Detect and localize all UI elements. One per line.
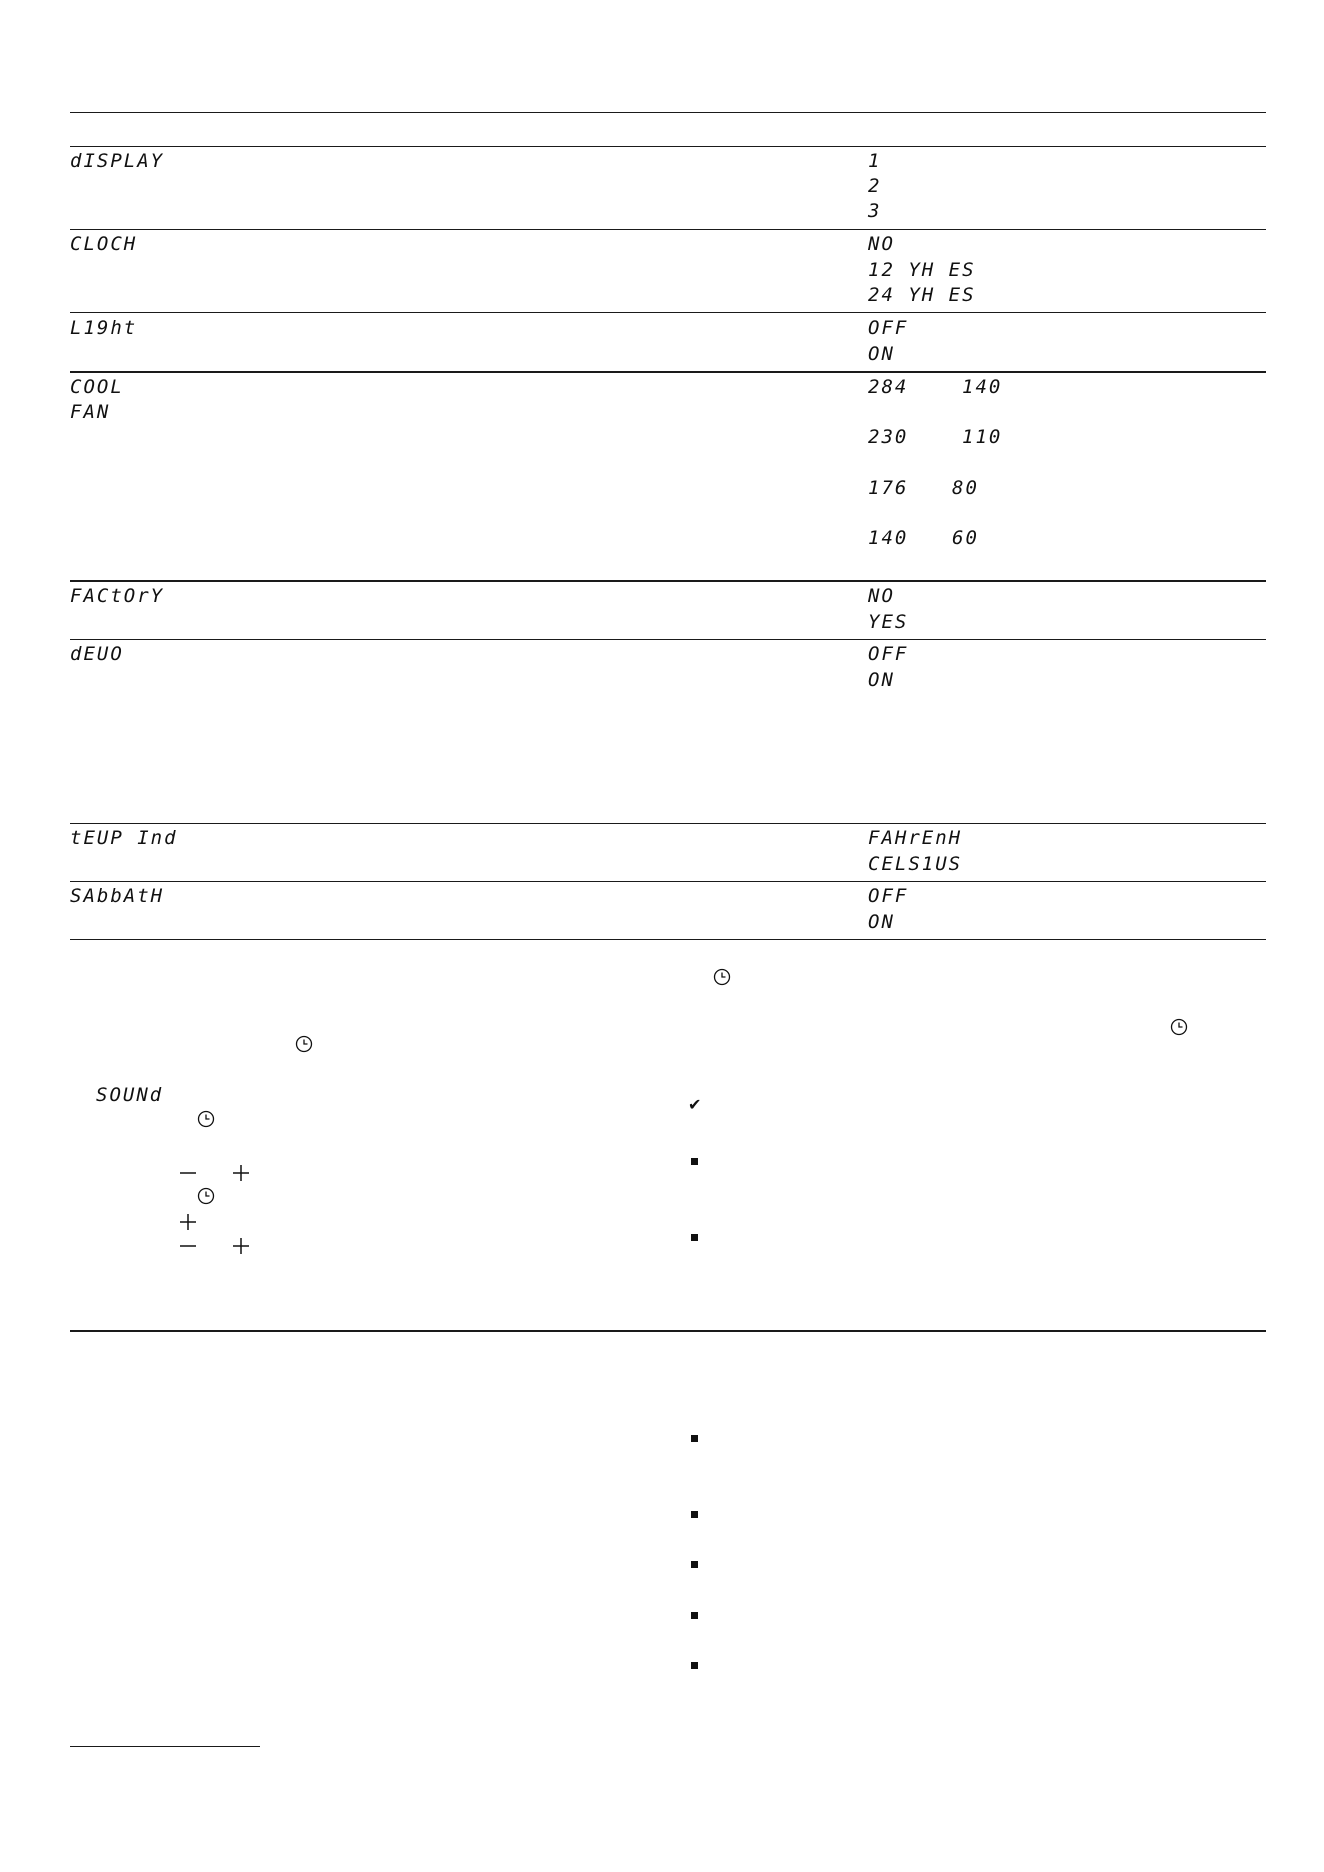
- sound-display: SOUNd: [96, 1084, 164, 1106]
- square-bullet-icon: [691, 1561, 698, 1568]
- clock-option-3: 24 YH ES: [868, 284, 976, 306]
- light-option-1: OFF: [868, 317, 909, 339]
- row-divider: [70, 371, 1266, 373]
- minus-icon: [179, 1164, 197, 1186]
- row-divider: [70, 312, 1266, 313]
- plus-icon: [232, 1164, 250, 1186]
- table-bottom-rule: [70, 939, 1266, 940]
- cool-fan-value-a4: 140: [868, 527, 909, 549]
- factory-option-1: NO: [868, 585, 895, 607]
- section-rule: [70, 1330, 1266, 1332]
- temp-ind-option-1: FAHrEnH: [868, 827, 963, 849]
- header-rule: [70, 112, 1266, 113]
- setting-cool: COOL: [70, 376, 124, 398]
- cool-fan-value-b3: 80: [952, 477, 979, 499]
- square-bullet-icon: [691, 1511, 698, 1518]
- cool-fan-value-b1: 140: [962, 376, 1003, 398]
- setting-light: L19ht: [70, 317, 138, 339]
- clock-icon: [295, 1035, 313, 1057]
- light-option-2: ON: [868, 343, 895, 365]
- factory-option-2: YES: [868, 611, 909, 633]
- plus-icon: [232, 1237, 250, 1259]
- square-bullet-icon: [691, 1435, 698, 1442]
- demo-option-2: ON: [868, 669, 895, 691]
- clock-option-1: NO: [868, 233, 895, 255]
- plus-icon: [179, 1213, 197, 1235]
- setting-display: dISPLAY: [70, 150, 165, 172]
- setting-demo: dEUO: [70, 643, 124, 665]
- clock-option-2: 12 YH ES: [868, 259, 976, 281]
- clock-icon: [713, 968, 731, 990]
- row-divider: [70, 881, 1266, 882]
- square-bullet-icon: [691, 1662, 698, 1669]
- display-option-2: 2: [868, 175, 882, 197]
- row-divider: [70, 580, 1266, 582]
- cool-fan-value-a3: 176: [868, 477, 909, 499]
- row-divider: [70, 229, 1266, 230]
- cool-fan-value-a2: 230: [868, 426, 909, 448]
- row-divider: [70, 639, 1266, 640]
- display-option-3: 3: [868, 200, 882, 222]
- square-bullet-icon: [691, 1158, 698, 1165]
- cool-fan-value-b4: 60: [952, 527, 979, 549]
- square-bullet-icon: [691, 1612, 698, 1619]
- clock-icon: [1170, 1018, 1188, 1040]
- cool-fan-value-a1: 284: [868, 376, 909, 398]
- sabbath-option-1: OFF: [868, 885, 909, 907]
- clock-icon: [197, 1110, 215, 1132]
- clock-icon: [197, 1187, 215, 1209]
- row-divider: [70, 823, 1266, 824]
- check-icon: ✔: [688, 1095, 702, 1114]
- minus-icon: [179, 1237, 197, 1259]
- square-bullet-icon: [691, 1234, 698, 1241]
- cool-fan-value-b2: 110: [962, 426, 1003, 448]
- setting-sabbath: SAbbAtH: [70, 885, 165, 907]
- table-top-rule: [70, 146, 1266, 147]
- setting-fan: FAN: [70, 401, 111, 423]
- setting-temp-ind: tEUP Ind: [70, 827, 178, 849]
- temp-ind-option-2: CELS1US: [868, 853, 963, 875]
- demo-option-1: OFF: [868, 643, 909, 665]
- sabbath-option-2: ON: [868, 911, 895, 933]
- footnote-rule: [70, 1746, 260, 1747]
- display-option-1: 1: [868, 150, 882, 172]
- setting-clock: CLOCH: [70, 233, 138, 255]
- setting-factory: FACtOrY: [70, 585, 165, 607]
